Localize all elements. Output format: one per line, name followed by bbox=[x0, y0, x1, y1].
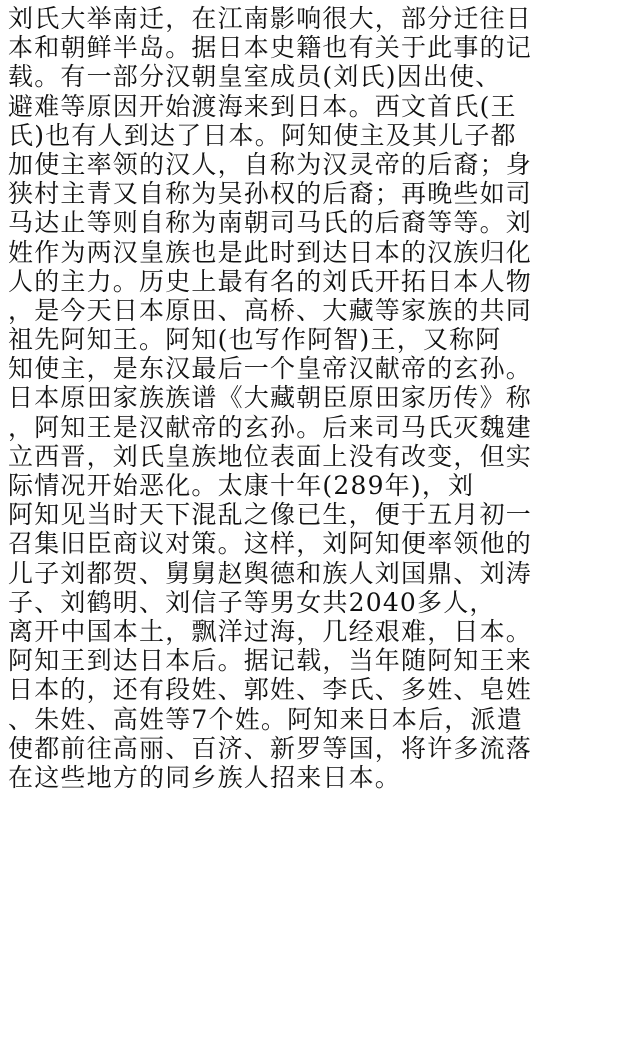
text-line: 避难等原因开始渡海来到日本。西文首氏(王 bbox=[8, 91, 517, 121]
text-line: 加使主率领的汉人，自称为汉灵帝的后裔；身 bbox=[8, 149, 533, 179]
text-line: 马达止等则自称为南朝司马氏的后裔等等。刘 bbox=[8, 208, 533, 238]
text-line: 际情况开始恶化。太康十年(289年)，刘 bbox=[8, 471, 475, 500]
text-line: 狭村主青又自称为吴孙权的后裔；再晚些如司 bbox=[8, 179, 533, 209]
text-line: 日本原田家族族谱《大藏朝臣原田家历传》称 bbox=[8, 383, 533, 413]
text-line: 儿子刘都贺、舅舅赵舆德和族人刘国鼎、刘涛 bbox=[8, 558, 533, 588]
text-line: 阿知王到达日本后。据记载，当年随阿知王来 bbox=[8, 646, 533, 676]
text-line: 本和朝鲜半岛。据日本史籍也有关于此事的记 bbox=[8, 33, 533, 63]
text-line: ，是今天日本原田、高桥、大藏等家族的共同 bbox=[8, 295, 533, 325]
text-line: 祖先阿知王。阿知(也写作阿智)王，又称阿 bbox=[8, 325, 502, 355]
text-line: 日本的，还有段姓、郭姓、李氏、多姓、皂姓 bbox=[8, 675, 533, 705]
text-line: 姓作为两汉皇族也是此时到达日本的汉族归化 bbox=[8, 237, 533, 267]
text-line: 、朱姓、高姓等7个姓。阿知来日本后，派遣 bbox=[8, 704, 523, 734]
text-line: 召集旧臣商议对策。这样，刘阿知便率领他的 bbox=[8, 529, 533, 559]
text-line: 载。有一部分汉朝皇室成员(刘氏)因出使、 bbox=[8, 62, 502, 92]
text-line: 使都前往高丽、百济、新罗等国，将许多流落 bbox=[8, 733, 533, 763]
text-line: 阿知见当时天下混乱之像已生，便于五月初一 bbox=[8, 500, 533, 530]
text-line: 氏)也有人到达了日本。阿知使主及其儿子都 bbox=[8, 120, 517, 150]
text-line: 知使主，是东汉最后一个皇帝汉献帝的玄孙。 bbox=[8, 354, 533, 384]
text-line: 人的主力。历史上最有名的刘氏开拓日本人物 bbox=[8, 266, 533, 296]
text-line: 子、刘鹤明、刘信子等男女共2040多人， bbox=[8, 587, 496, 617]
text-line: 刘氏大举南迁，在江南影响很大，部分迁往日 bbox=[8, 4, 533, 33]
body-text bbox=[8, 4, 636, 792]
text-line: 立西晋，刘氏皇族地位表面上没有改变，但实 bbox=[8, 441, 533, 471]
text-line: ，阿知王是汉献帝的玄孙。后来司马氏灭魏建 bbox=[8, 412, 533, 442]
text-line: 离开中国本土，飘洋过海，几经艰难，日本。 bbox=[8, 616, 533, 646]
text-line: 在这些地方的同乡族人招来日本。 bbox=[8, 762, 402, 792]
